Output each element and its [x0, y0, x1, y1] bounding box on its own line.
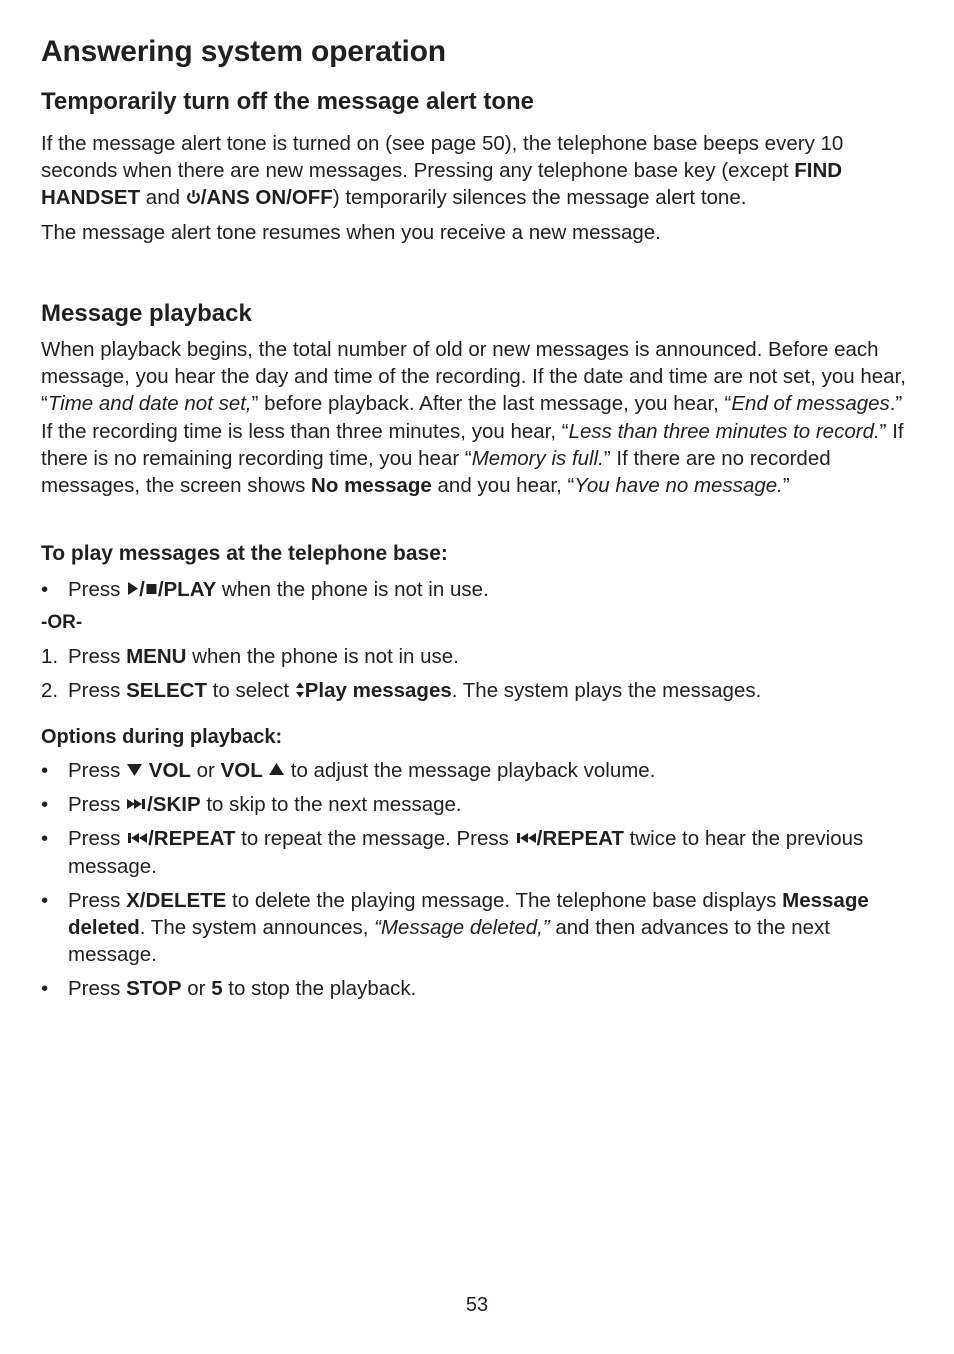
section-heading-alert-tone: Temporarily turn off the message alert tone: [41, 88, 534, 115]
or-separator: -OR-: [41, 612, 83, 633]
list-item: 2. Press SELECT to select Play messages. The system plays the messages.: [41, 679, 762, 703]
list-item: • Press STOP or 5 to stop the playback.: [41, 977, 417, 1001]
skip-icon: [126, 797, 147, 811]
list-item: • Press / /PLAY when the phone is not in use.: [41, 578, 489, 601]
options-list: [41, 757, 917, 1003]
repeat-icon: [126, 831, 148, 845]
repeat-icon: [515, 831, 537, 845]
section-heading-playback: Message playback: [41, 300, 252, 327]
list-item: • Press VOL or VOL to adjust the message playback volume.: [41, 759, 656, 782]
updown-arrow-icon: [295, 682, 305, 698]
playback-paragraph: When playback begins, the total number of old or new messages is announced. Before each message, you hear the day and time of the recording. If the date and time are not set, you hear, “Time and date not set,” before playback. After the last message, you hear, “End of messages.” If the recording time is less than three minutes, you hear, “Less than three minutes to record.” If there is no remaining recording time, you hear “Memory is full.” If there are no recorded messages, the screen shows No message and you hear, “You have no message.”: [41, 338, 906, 498]
play-base-steps: [41, 643, 917, 704]
play-icon: [126, 581, 139, 596]
alert-tone-resume-text: The message alert tone resumes when you receive a new message.: [41, 221, 661, 244]
list-item: • Press X/DELETE to delete the playing message. The telephone base displays Message deleted. The system announces, “Message deleted,” and then advances to the next message.: [41, 888, 869, 967]
list-item: 1. Press MENU when the phone is not in use.: [41, 645, 459, 668]
page-title: Answering system operation: [41, 35, 446, 68]
list-item: • Press /SKIP to skip to the next message.: [41, 793, 462, 817]
play-base-list: [41, 576, 917, 603]
power-icon: [186, 189, 201, 205]
down-triangle-icon: [126, 762, 143, 777]
list-item: • Press /REPEAT to repeat the message. Press /REPEAT twice to hear the previous message.: [41, 827, 864, 878]
page-number: 53: [465, 1294, 489, 1316]
options-heading: Options during playback:: [41, 726, 283, 748]
up-triangle-icon: [268, 762, 285, 777]
play-base-heading: To play messages at the telephone base:: [41, 542, 448, 565]
stop-icon: [145, 581, 158, 596]
alert-tone-paragraph: If the message alert tone is turned on (see page 50), the telephone base beeps every 10 seconds when there are new messages. Pressing any telephone base key (except FIND HANDSET and /ANS ON/OFF) temporarily silences the message alert tone.: [41, 132, 844, 210]
